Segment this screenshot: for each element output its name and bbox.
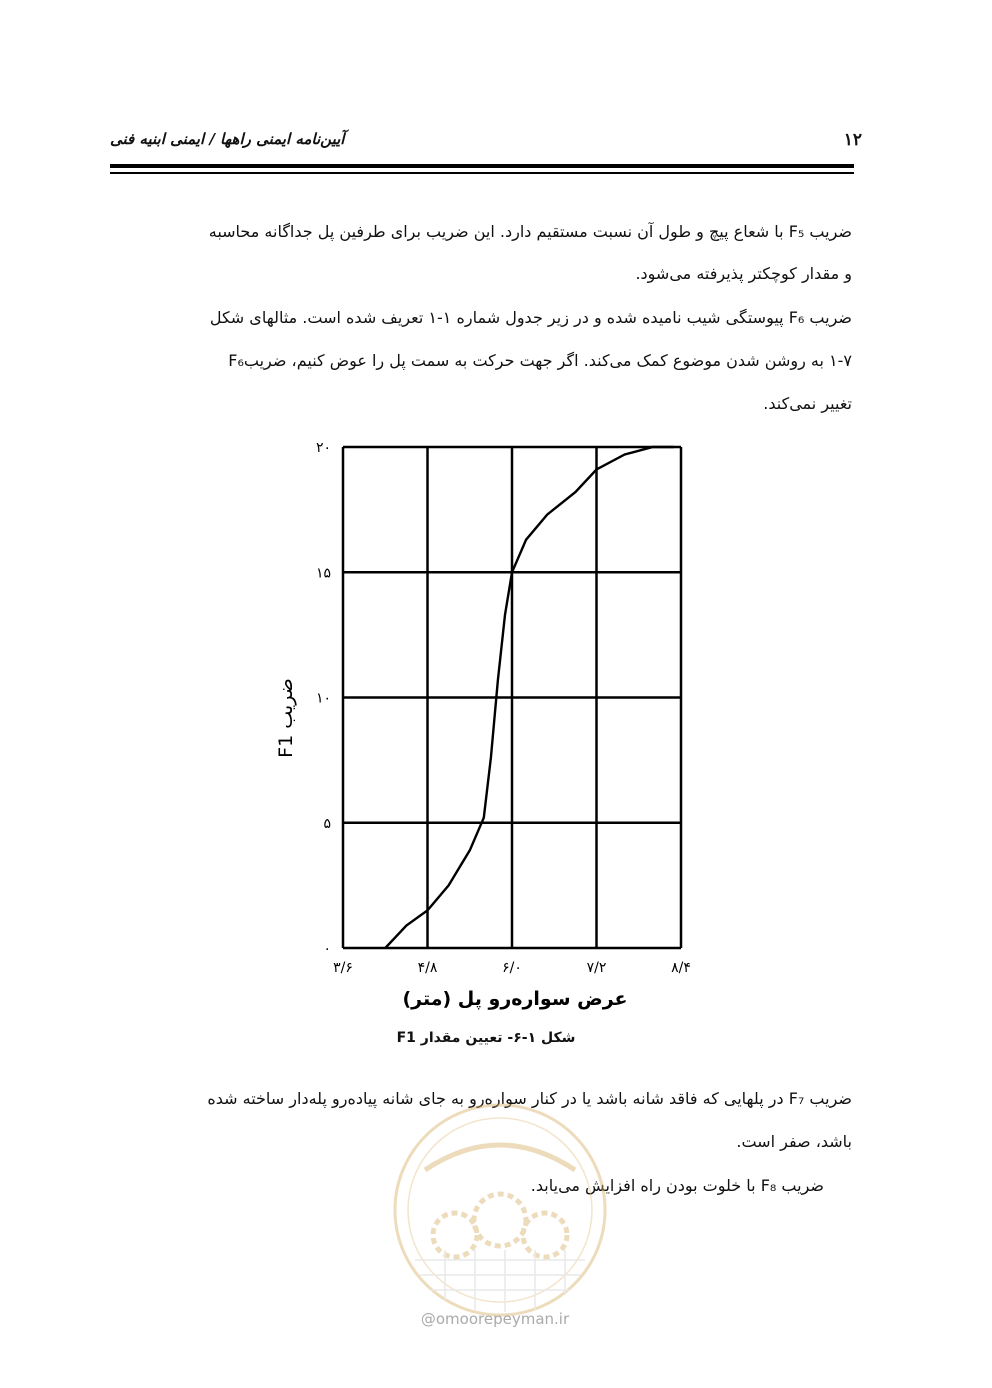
paragraph-f5-line-2: و مقدار کوچکتر پذیرفته می‌شود. (635, 264, 852, 283)
x-tick-label: ۳/۶ (333, 960, 353, 976)
x-axis-label: عرض سواره‌رو پل (متر) (402, 988, 628, 1010)
header-rule-thin (110, 172, 854, 174)
at-icon: @ (420, 1310, 436, 1328)
watermark-site: omoorepeyman.ir (435, 1310, 570, 1328)
y-tick-label: ۱۵ (315, 565, 331, 582)
y-tick-label: ۲۰ (315, 440, 331, 456)
paragraph-f7-line-1: ضریب F₇ در پلهایی که فاقد شانه باشد یا در کنار سواره‌رو به جای شانه پیاده‌رو پله‌دار ساخته شده (207, 1089, 852, 1108)
paragraph-f5-line-1: ضریب F₅ با شعاع پیچ و طول آن نسبت مستقیم دارد. این ضریب برای طرفین پل جداگانه محاسبه (208, 222, 852, 241)
y-axis-label: ضریب F1 (275, 678, 297, 758)
watermark-logo (385, 1100, 615, 1320)
x-tick-labels (333, 960, 691, 976)
y-tick-labels (316, 440, 331, 957)
figure-caption: شکل ۱-۶- تعیین مقدار F1 (396, 1030, 576, 1046)
header-rule-thick (110, 164, 854, 168)
chart-grid (343, 447, 681, 948)
y-tick-label: ۵ (323, 815, 331, 832)
x-tick-label: ۸/۴ (671, 960, 691, 976)
x-tick-label: ۷/۲ (586, 960, 607, 976)
paragraph-f6-line-2: ۱-۷ به روشن شدن موضوع کمک می‌کند. اگر جهت حرکت به سمت پل را عوض کنیم، ضریبF₆ (228, 351, 852, 370)
paragraph-f8-line-1: ضریب F₈ با خلوت بودن راه افزایش می‌یابد. (530, 1176, 824, 1195)
y-tick-label: ۱۰ (315, 690, 331, 707)
x-tick-label: ۴/۸ (417, 960, 438, 976)
paragraph-f6-line-3: تغییر نمی‌کند. (763, 394, 852, 413)
f1-chart (260, 430, 720, 1030)
page-number: ۱۲ (843, 130, 862, 150)
x-tick-label: ۶/۰ (502, 960, 522, 976)
paragraph-f7-line-2: باشد، صفر است. (736, 1132, 852, 1151)
running-header-title: آیین‌نامه ایمنی راهها / ایمنی ابنیه فنی (110, 130, 345, 148)
paragraph-f6-line-1: ضریب F₆ پیوستگی شیب نامیده شده و در زیر جدول شماره ۱-۱ تعریف شده است. مثالهای شکل (209, 308, 852, 327)
y-tick-label: ۰ (323, 941, 331, 957)
watermark-site-text (330, 1310, 660, 1328)
